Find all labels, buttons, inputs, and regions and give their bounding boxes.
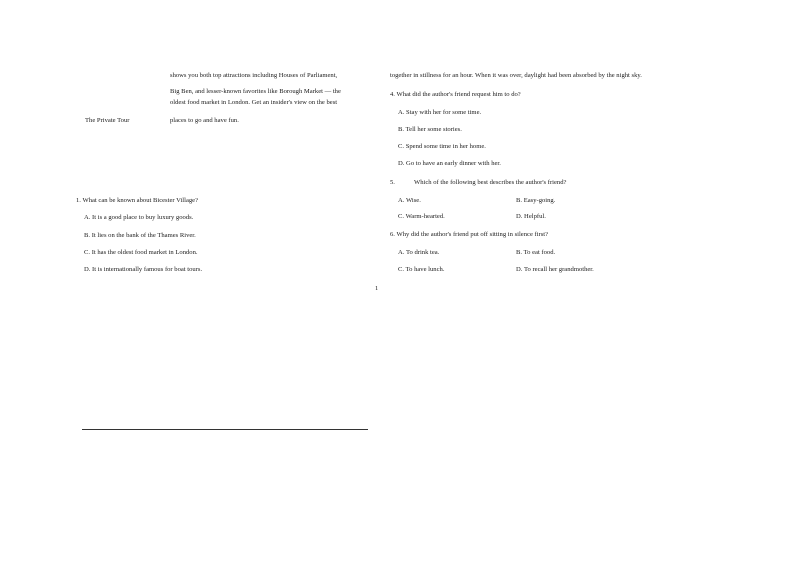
question-5-option-c: C. Warm-hearted. — [398, 213, 445, 220]
question-4-stem: 4. What did the author's friend request him to do? — [390, 91, 521, 98]
tour-description-line-2: Big Ben, and lesser-known favorites like Borough Market — the — [170, 88, 341, 95]
question-6-option-d: D. To recall her grandmother. — [516, 266, 594, 273]
question-6-option-a: A. To drink tea. — [398, 249, 440, 256]
question-4-option-c: C. Spend some time in her home. — [398, 143, 486, 150]
question-6-option-c: C. To have lunch. — [398, 266, 445, 273]
question-1-option-b: B. It lies on the bank of the Thames River. — [84, 232, 196, 239]
question-1-stem: 1. What can be known about Bicester Village? — [76, 197, 199, 204]
question-6-stem: 6. Why did the author's friend put off sitting in silence first? — [390, 231, 549, 238]
column-bottom-rule — [82, 429, 368, 430]
question-5-number: 5. — [390, 179, 395, 186]
question-5-stem: Which of the following best describes the author's friend? — [414, 179, 567, 186]
question-1-option-d: D. It is internationally famous for boat tours. — [84, 266, 203, 273]
question-5-option-a: A. Wise. — [398, 197, 421, 204]
question-1-option-c: C. It has the oldest food market in London. — [84, 249, 198, 256]
passage-end-line: together in stillness for an hour. When it was over, daylight had been absorbed by the night sky. — [390, 72, 642, 79]
question-4-option-a: A. Stay with her for some time. — [398, 109, 482, 116]
question-6-option-b: B. To eat food. — [516, 249, 556, 256]
tour-description-line-1: shows you both top attractions including Houses of Parliament, — [170, 72, 338, 79]
tour-description-line-4: places to go and have fun. — [170, 117, 239, 124]
question-1-option-a: A. It is a good place to buy luxury goods. — [84, 214, 194, 221]
question-4-option-b: B. Tell her some stories. — [398, 126, 462, 133]
page-number: 1 — [375, 285, 379, 292]
tour-name: The Private Tour — [85, 117, 130, 124]
tour-description-line-3: oldest food market in London. Get an insider's view on the best — [170, 99, 338, 106]
question-4-option-d: D. Go to have an early dinner with her. — [398, 160, 501, 167]
question-5-option-d: D. Helpful. — [516, 213, 546, 220]
question-5-option-b: B. Easy-going. — [516, 197, 556, 204]
